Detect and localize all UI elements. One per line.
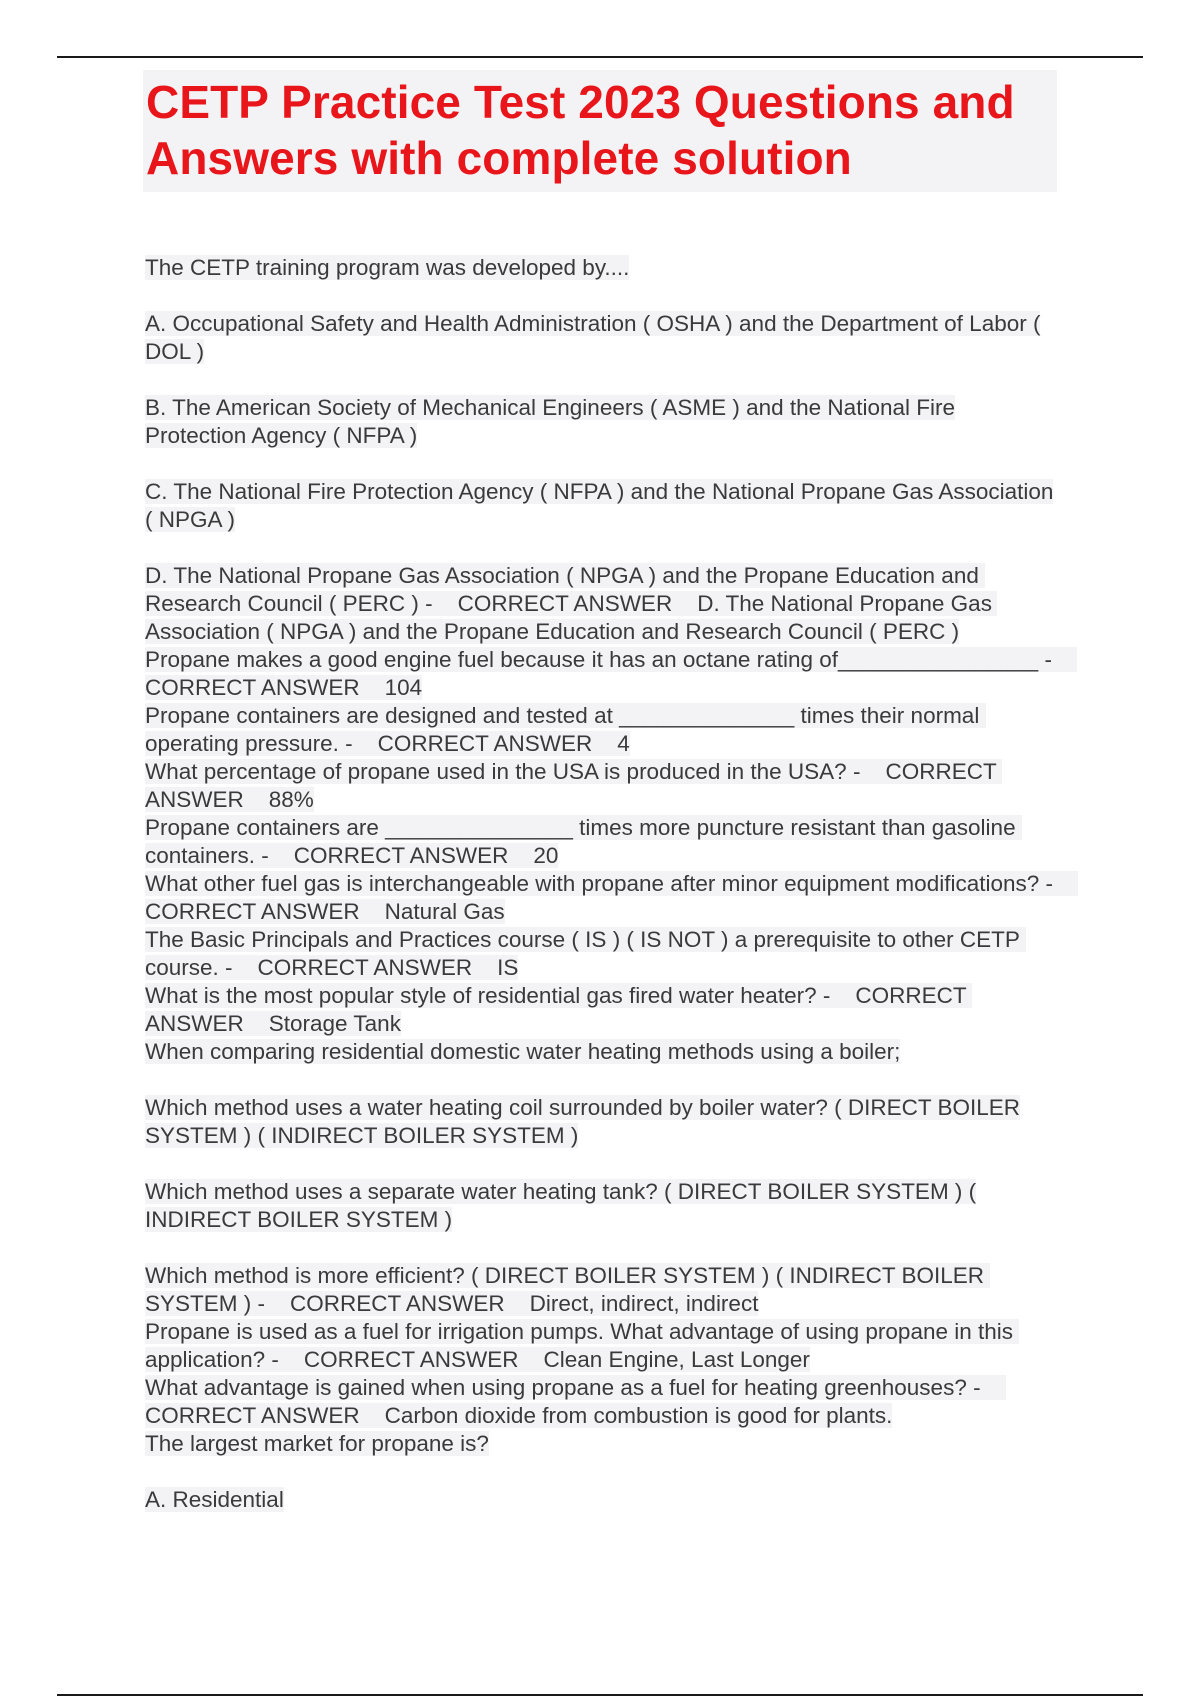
qa-water-heater: What is the most popular style of residential gas fired water heater? - CORRECT ANSWER Storage Tank bbox=[145, 983, 972, 1036]
question-largest-market: The largest market for propane is? bbox=[145, 1431, 489, 1456]
qa-interchangeable-gas: What other fuel gas is interchangeable with propane after minor equipment modifications? - CORRECT ANSWER Natural Gas bbox=[145, 871, 1079, 924]
boiler-question-tank: Which method uses a separate water heating tank? ( DIRECT BOILER SYSTEM ) ( INDIRECT BOILER SYSTEM ) bbox=[145, 1179, 977, 1232]
qa-octane: Propane makes a good engine fuel because it has an octane rating of________________ - CORRECT ANSWER 104 bbox=[145, 647, 1077, 700]
document-title bbox=[143, 70, 1057, 192]
qa-irrigation: Propane is used as a fuel for irrigation pumps. What advantage of using propane in this application? - CORRECT ANSWER Clean Engine, Last Longer bbox=[145, 1319, 1020, 1372]
option-a: A. Occupational Safety and Health Administration ( OSHA ) and the Department of Labor ( DOL ) bbox=[145, 311, 1041, 364]
top-rule bbox=[57, 56, 1143, 58]
title-line-2: Answers with complete solution bbox=[146, 132, 852, 184]
qa-test-pressure: Propane containers are designed and tested at ______________ times their normal operating pressure. - CORRECT ANSWER 4 bbox=[145, 703, 986, 756]
boiler-question-intro: When comparing residential domestic water heating methods using a boiler; bbox=[145, 1039, 901, 1064]
bottom-rule bbox=[57, 1694, 1143, 1696]
qa-usa-production: What percentage of propane used in the USA is produced in the USA? - CORRECT ANSWER 88% bbox=[145, 759, 1002, 812]
qa-puncture-resistance: Propane containers are _______________ times more puncture resistant than gasoline containers. - CORRECT ANSWER 20 bbox=[145, 815, 1022, 868]
qa-greenhouse: What advantage is gained when using propane as a fuel for heating greenhouses? - CORRECT ANSWER Carbon dioxide from combustion is good for plants. bbox=[145, 1375, 1006, 1428]
boiler-question-efficiency: Which method is more efficient? ( DIRECT BOILER SYSTEM ) ( INDIRECT BOILER SYSTEM ) - CORRECT ANSWER Direct, indirect, indirect bbox=[145, 1263, 991, 1316]
option-residential: A. Residential bbox=[145, 1487, 284, 1512]
option-b: B. The American Society of Mechanical Engineers ( ASME ) and the National Fire Protection Agency ( NFPA ) bbox=[145, 395, 955, 448]
qa-prerequisite: The Basic Principals and Practices course ( IS ) ( IS NOT ) a prerequisite to other CETP course. - CORRECT ANSWER IS bbox=[145, 927, 1027, 980]
title-line-1: CETP Practice Test 2023 Questions and bbox=[146, 76, 1015, 128]
question-intro: The CETP training program was developed by.... bbox=[145, 255, 630, 280]
option-d-answer: D. The National Propane Gas Association ( NPGA ) and the Propane Education and Research Council ( PERC ) - CORRECT ANSWER D. The National Propane Gas Association ( NPGA ) and the Propane Education and Research Council ( PERC ) bbox=[145, 563, 997, 644]
option-c: C. The National Fire Protection Agency ( NFPA ) and the National Propane Gas Association ( NPGA ) bbox=[145, 479, 1054, 532]
boiler-question-coil: Which method uses a water heating coil surrounded by boiler water? ( DIRECT BOILER SYSTEM ) ( INDIRECT BOILER SYSTEM ) bbox=[145, 1095, 1020, 1148]
document-body bbox=[145, 254, 1079, 1514]
